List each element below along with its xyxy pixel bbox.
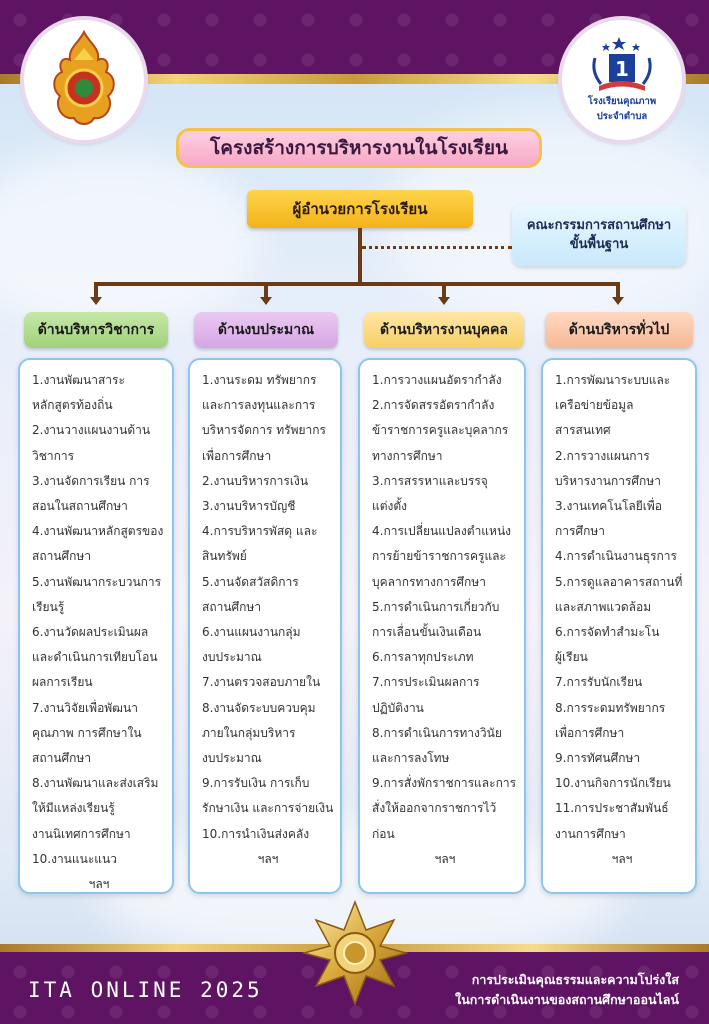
- list-item: สั่งให้ออกจากราชการไว้: [372, 801, 497, 816]
- list-item: บริหารจัดการ ทรัพยากร: [202, 423, 326, 438]
- list-item: และการลงทุนและการ: [202, 398, 316, 413]
- list-item: คุณภาพ การศึกษาใน: [32, 725, 142, 740]
- list-item: เพื่อการศึกษา: [555, 725, 625, 740]
- dept-list-personnel: [358, 358, 526, 894]
- list-item: 4.การบริหารพัสดุ และ: [202, 524, 318, 539]
- list-item: 1.งานระดม ทรัพยากร: [202, 373, 317, 387]
- committee-line-2: ขั้นพื้นฐาน: [569, 237, 629, 252]
- list-item: 6.การจัดทำสำมะโน: [555, 625, 660, 640]
- logo-text-line-1: โรงเรียนคุณภาพ: [587, 96, 657, 107]
- dept-header-general: ด้านบริหารทั่วไป: [545, 312, 693, 348]
- list-item: 5.การดำเนินการเกี่ยวกับ: [372, 599, 500, 614]
- list-item: 10.งานแนะแนว: [32, 851, 117, 866]
- list-item: บุคลากรทางการศึกษา: [372, 574, 486, 589]
- list-item: งานนิเทศการศึกษา: [32, 826, 131, 841]
- footer-subtitle-line-2: ในการดำเนินงานของสถานศึกษาออนไลน์: [455, 992, 679, 1007]
- list-item: 11.การประชาสัมพันธ์: [555, 801, 669, 816]
- list-item: ผลการเรียน: [32, 675, 93, 690]
- director-box: ผู้อำนวยการโรงเรียน: [247, 190, 473, 228]
- ministry-emblem-icon: [44, 30, 124, 130]
- list-item: 2.การจัดสรรอัตรากำลัง: [372, 398, 495, 413]
- list-item: 7.การประเมินผลการ: [372, 675, 480, 690]
- list-item: 5.งานพัฒนากระบวนการ: [32, 574, 162, 589]
- list-item: ข้าราชการครูและบุคลากร: [372, 423, 509, 438]
- connector-drop-1: [94, 284, 98, 298]
- list-item: 2.การวางแผนการ: [555, 448, 650, 463]
- list-item: 2.งานวางแผนงานด้าน: [32, 423, 151, 438]
- ministry-logo: [24, 20, 144, 140]
- committee-box: [512, 204, 686, 266]
- list-item: สถานศึกษา: [32, 549, 92, 564]
- list-item: 9.การทัศนศึกษา: [555, 751, 641, 766]
- list-item: ผู้เรียน: [555, 650, 588, 665]
- list-item: การศึกษา: [555, 524, 605, 539]
- list-item: วิชาการ: [32, 448, 75, 463]
- list-item: 7.งานวิจัยเพื่อพัฒนา: [32, 700, 138, 715]
- ita-label: ITA ONLINE 2025: [28, 978, 263, 1002]
- dept-header-budget: ด้านงบประมาณ: [194, 312, 338, 348]
- footer-subtitle-line-1: การประเมินคุณธรรมและความโปร่งใส: [471, 972, 679, 987]
- dept-list-budget: [188, 358, 342, 894]
- list-item: สินทรัพย์: [202, 549, 247, 564]
- list-etc: ฯลฯ: [88, 877, 110, 892]
- list-item: 3.การสรรหาและบรรจุ: [372, 473, 488, 488]
- arrow-down-icon: [612, 297, 624, 305]
- list-item: เรียนรู้: [32, 599, 65, 614]
- dept-list-general: [541, 358, 697, 894]
- list-item: 9.การรับเงิน การเก็บ: [202, 776, 310, 791]
- list-item: และดำเนินการเทียบโอน: [32, 650, 158, 665]
- quality-school-logo: [562, 20, 682, 140]
- list-item: ทางการศึกษา: [372, 448, 443, 463]
- list-item: 6.การลาทุกประเภท: [372, 650, 474, 665]
- list-etc: ฯลฯ: [434, 851, 456, 866]
- list-item: สถานศึกษา: [32, 751, 92, 766]
- list-item: 10.การนำเงินส่งคลัง: [202, 826, 310, 841]
- school-book-icon: [585, 36, 659, 94]
- list-item: 9.การสั่งพักราชการและการ: [372, 776, 517, 791]
- list-item: 3.งานเทคโนโลยีเพื่อ: [555, 499, 662, 514]
- svg-text:1: 1: [615, 57, 629, 81]
- list-item: ก่อน: [372, 826, 395, 841]
- connector-drop-2: [264, 284, 268, 298]
- list-etc: ฯลฯ: [611, 851, 633, 866]
- connector-drop-3: [442, 284, 446, 298]
- list-item: สารสนเทศ: [555, 423, 611, 438]
- list-item: 2.งานบริหารการเงิน: [202, 473, 309, 488]
- list-item: เครือข่ายข้อมูล: [555, 398, 634, 413]
- list-item: 8.การระดมทรัพยากร: [555, 700, 666, 715]
- list-item: 10.งานกิจการนักเรียน: [555, 776, 671, 791]
- list-item: งบประมาณ: [202, 751, 262, 766]
- list-item: และการลงโทษ: [372, 751, 450, 766]
- list-item: 1.การวางแผนอัตรากำลัง: [372, 373, 502, 387]
- list-item: งานการศึกษา: [555, 826, 626, 841]
- list-item: บริหารงานการศึกษา: [555, 473, 661, 488]
- list-item: 5.การดูแลอาคารสถานที่: [555, 574, 683, 589]
- list-item: 7.การรับนักเรียน: [555, 675, 643, 690]
- list-item: ภายในกลุ่มบริหาร: [202, 725, 296, 740]
- list-item: 1.การพัฒนาระบบและ: [555, 373, 671, 387]
- list-item: ให้มีแหล่งเรียนรู้: [32, 801, 115, 816]
- connector-vertical-main: [358, 228, 362, 284]
- list-item: สอนในสถานศึกษา: [32, 499, 128, 514]
- committee-line-1: คณะกรรมการสถานศึกษา: [526, 218, 672, 233]
- list-item: 1.งานพัฒนาสาระ: [32, 373, 125, 387]
- list-item: รักษาเงิน และการจ่ายเงิน: [202, 801, 334, 816]
- arrow-down-icon: [90, 297, 102, 305]
- list-item: และสภาพแวดล้อม: [555, 599, 652, 614]
- list-item: 6.งานวัดผลประเมินผล: [32, 625, 149, 640]
- list-item: 4.งานพัฒนาหลักสูตรของ: [32, 524, 164, 539]
- connector-committee-dotted: [362, 246, 512, 249]
- list-item: 3.งานจัดการเรียน การ: [32, 473, 150, 488]
- connector-horizontal: [94, 282, 620, 286]
- footer-subtitle: [455, 970, 679, 1010]
- list-item: การเลื่อนขั้นเงินเดือน: [372, 625, 482, 640]
- page-title: โครงสร้างการบริหารงานในโรงเรียน: [176, 128, 542, 168]
- list-item: 7.งานตรวจสอบภายใน: [202, 675, 321, 690]
- dept-header-personnel: ด้านบริหารงานบุคคล: [364, 312, 524, 348]
- list-etc: ฯลฯ: [257, 851, 279, 866]
- list-item: การย้ายข้าราชการครูและ: [372, 549, 506, 564]
- list-item: ปฏิบัติงาน: [372, 700, 424, 715]
- list-item: แต่งตั้ง: [372, 499, 408, 514]
- list-item: หลักสูตรท้องถิ่น: [32, 398, 113, 413]
- list-item: สถานศึกษา: [202, 599, 262, 614]
- logo-text-line-2: ประจำตำบล: [596, 111, 648, 122]
- list-item: 8.การดำเนินการทางวินัย: [372, 725, 502, 740]
- list-item: 4.การดำเนินงานธุรการ: [555, 549, 677, 564]
- thai-ornament-icon: [302, 900, 408, 1006]
- dept-header-academic: ด้านบริหารวิชาการ: [24, 312, 168, 348]
- list-item: 3.งานบริหารบัญชี: [202, 499, 296, 514]
- list-item: 8.งานจัดระบบควบคุม: [202, 700, 316, 715]
- list-item: 4.การเปลี่ยนแปลงตำแหน่ง: [372, 524, 512, 539]
- arrow-down-icon: [438, 297, 450, 305]
- list-item: 5.งานจัดสวัสดิการ: [202, 574, 299, 589]
- list-item: 6.งานแผนงานกลุ่ม: [202, 625, 301, 640]
- list-item: 8.งานพัฒนาและส่งเสริม: [32, 776, 159, 791]
- list-item: เพื่อการศึกษา: [202, 448, 272, 463]
- dept-list-academic: [18, 358, 174, 894]
- connector-drop-4: [616, 284, 620, 298]
- arrow-down-icon: [260, 297, 272, 305]
- list-item: งบประมาณ: [202, 650, 262, 665]
